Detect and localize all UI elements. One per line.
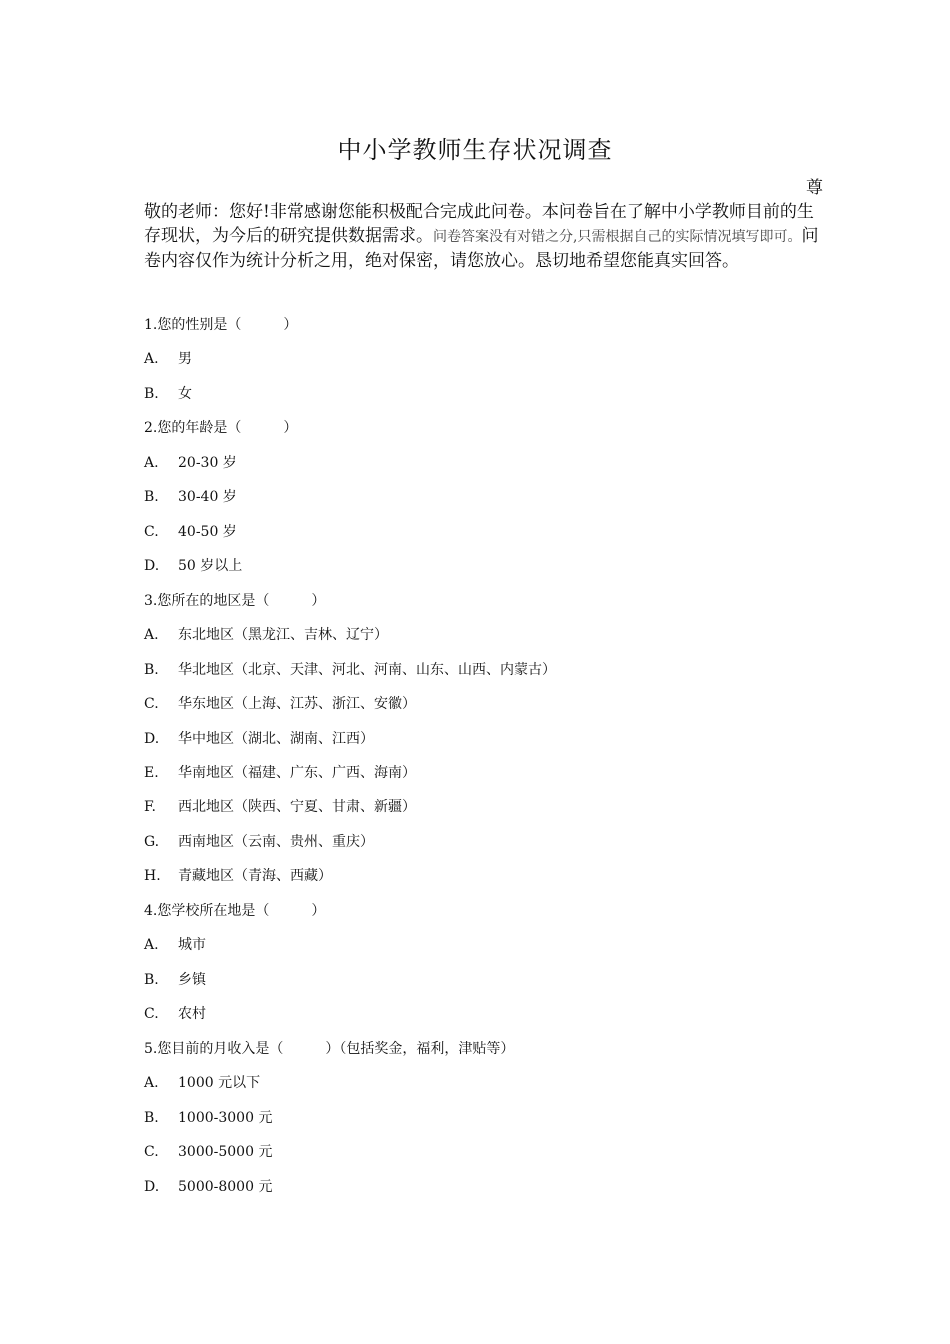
question-1: 1.您的性别是（ ） [144, 317, 298, 333]
option-text: 西北地区（陕西、宁夏、甘肃、新疆） [178, 799, 416, 815]
option-q5-c [144, 1142, 272, 1162]
option-text: 30-40 岁 [178, 489, 237, 505]
option-text: 3000-5000 元 [178, 1144, 273, 1160]
option-text: 40-50 岁 [178, 524, 237, 540]
option-text: 华中地区（湖北、湖南、江西） [178, 731, 374, 747]
option-text: 西南地区（云南、贵州、重庆） [178, 834, 374, 850]
intro-text-1: 敬的老师：您好!非常感谢您能积极配合完成此问卷。本问卷旨在了解中小学教师目前的生存现状，为今后的研究提供数据需求。 [144, 202, 814, 246]
option-q3-a [144, 625, 388, 645]
option-text: 华南地区（福建、广东、广西、海南） [178, 765, 416, 781]
option-q4-b [144, 970, 206, 990]
option-letter: C. [144, 1144, 159, 1160]
option-text: 1000 元以下 [178, 1075, 261, 1091]
option-letter: A. [144, 455, 159, 471]
option-q4-a [144, 935, 206, 955]
option-letter: C. [144, 524, 159, 540]
option-text: 东北地区（黑龙江、吉林、辽宁） [178, 627, 388, 643]
option-q1-a [144, 349, 192, 369]
option-text: 农村 [178, 1006, 206, 1022]
option-q3-g [144, 832, 374, 852]
option-text: 城市 [178, 937, 206, 953]
option-letter: B. [144, 1110, 159, 1126]
option-q3-f [144, 797, 416, 817]
option-letter: A. [144, 1075, 159, 1091]
option-q3-b [144, 660, 556, 680]
option-q3-c [144, 694, 416, 714]
option-letter: B. [144, 386, 159, 402]
option-letter: D. [144, 731, 160, 747]
option-text: 1000-3000 元 [178, 1110, 273, 1126]
option-q1-b [144, 384, 192, 404]
option-letter: H. [144, 868, 161, 884]
option-q2-b [144, 487, 237, 507]
option-letter: F. [144, 799, 156, 815]
option-letter: B. [144, 662, 159, 678]
question-4: 4.您学校所在地是（ ） [144, 903, 326, 919]
option-q3-d [144, 729, 374, 749]
option-q3-h [144, 866, 332, 886]
option-q5-d [144, 1177, 272, 1197]
intro-text-3: 问卷内容仅作为统计分析之用，绝对保密，请您放心。恳切地希望您能真实回答。 [144, 226, 819, 271]
option-q4-c [144, 1004, 206, 1024]
option-text: 女 [178, 386, 192, 402]
option-letter: B. [144, 972, 159, 988]
question-3: 3.您所在的地区是（ ） [144, 593, 326, 609]
option-letter: A. [144, 937, 159, 953]
option-q2-c [144, 522, 237, 542]
option-letter: E. [144, 765, 159, 781]
intro-first-char: 尊 [806, 178, 823, 198]
option-q3-e [144, 763, 416, 783]
option-letter: C. [144, 1006, 159, 1022]
option-q5-b [144, 1108, 272, 1128]
option-letter: D. [144, 1179, 160, 1195]
option-text: 5000-8000 元 [178, 1179, 273, 1195]
option-letter: C. [144, 696, 159, 712]
option-letter: B. [144, 489, 159, 505]
option-text: 20-30 岁 [178, 455, 237, 471]
option-letter: A. [144, 351, 159, 367]
option-letter: D. [144, 558, 160, 574]
intro-paragraph [144, 200, 824, 273]
option-letter: G. [144, 834, 160, 850]
option-text: 50 岁以上 [178, 558, 243, 574]
question-5: 5.您目前的月收入是（ ）（包括奖金，福利，津贴等） [144, 1041, 515, 1057]
option-q2-a [144, 453, 237, 473]
option-q5-a [144, 1073, 260, 1093]
question-2: 2.您的年龄是（ ） [144, 420, 298, 436]
option-text: 华北地区（北京、天津、河北、河南、山东、山西、内蒙古） [178, 662, 556, 678]
option-text: 华东地区（上海、江苏、浙江、安徽） [178, 696, 416, 712]
option-letter: A. [144, 627, 159, 643]
page-title: 中小学教师生存状况调查 [337, 136, 613, 164]
option-text: 男 [178, 351, 192, 367]
option-q2-d [144, 556, 242, 576]
intro-text-2: 问卷答案没有对错之分,只需根据自己的实际情况填写即可。 [433, 229, 802, 245]
option-text: 乡镇 [178, 972, 206, 988]
option-text: 青藏地区（青海、西藏） [178, 868, 332, 884]
